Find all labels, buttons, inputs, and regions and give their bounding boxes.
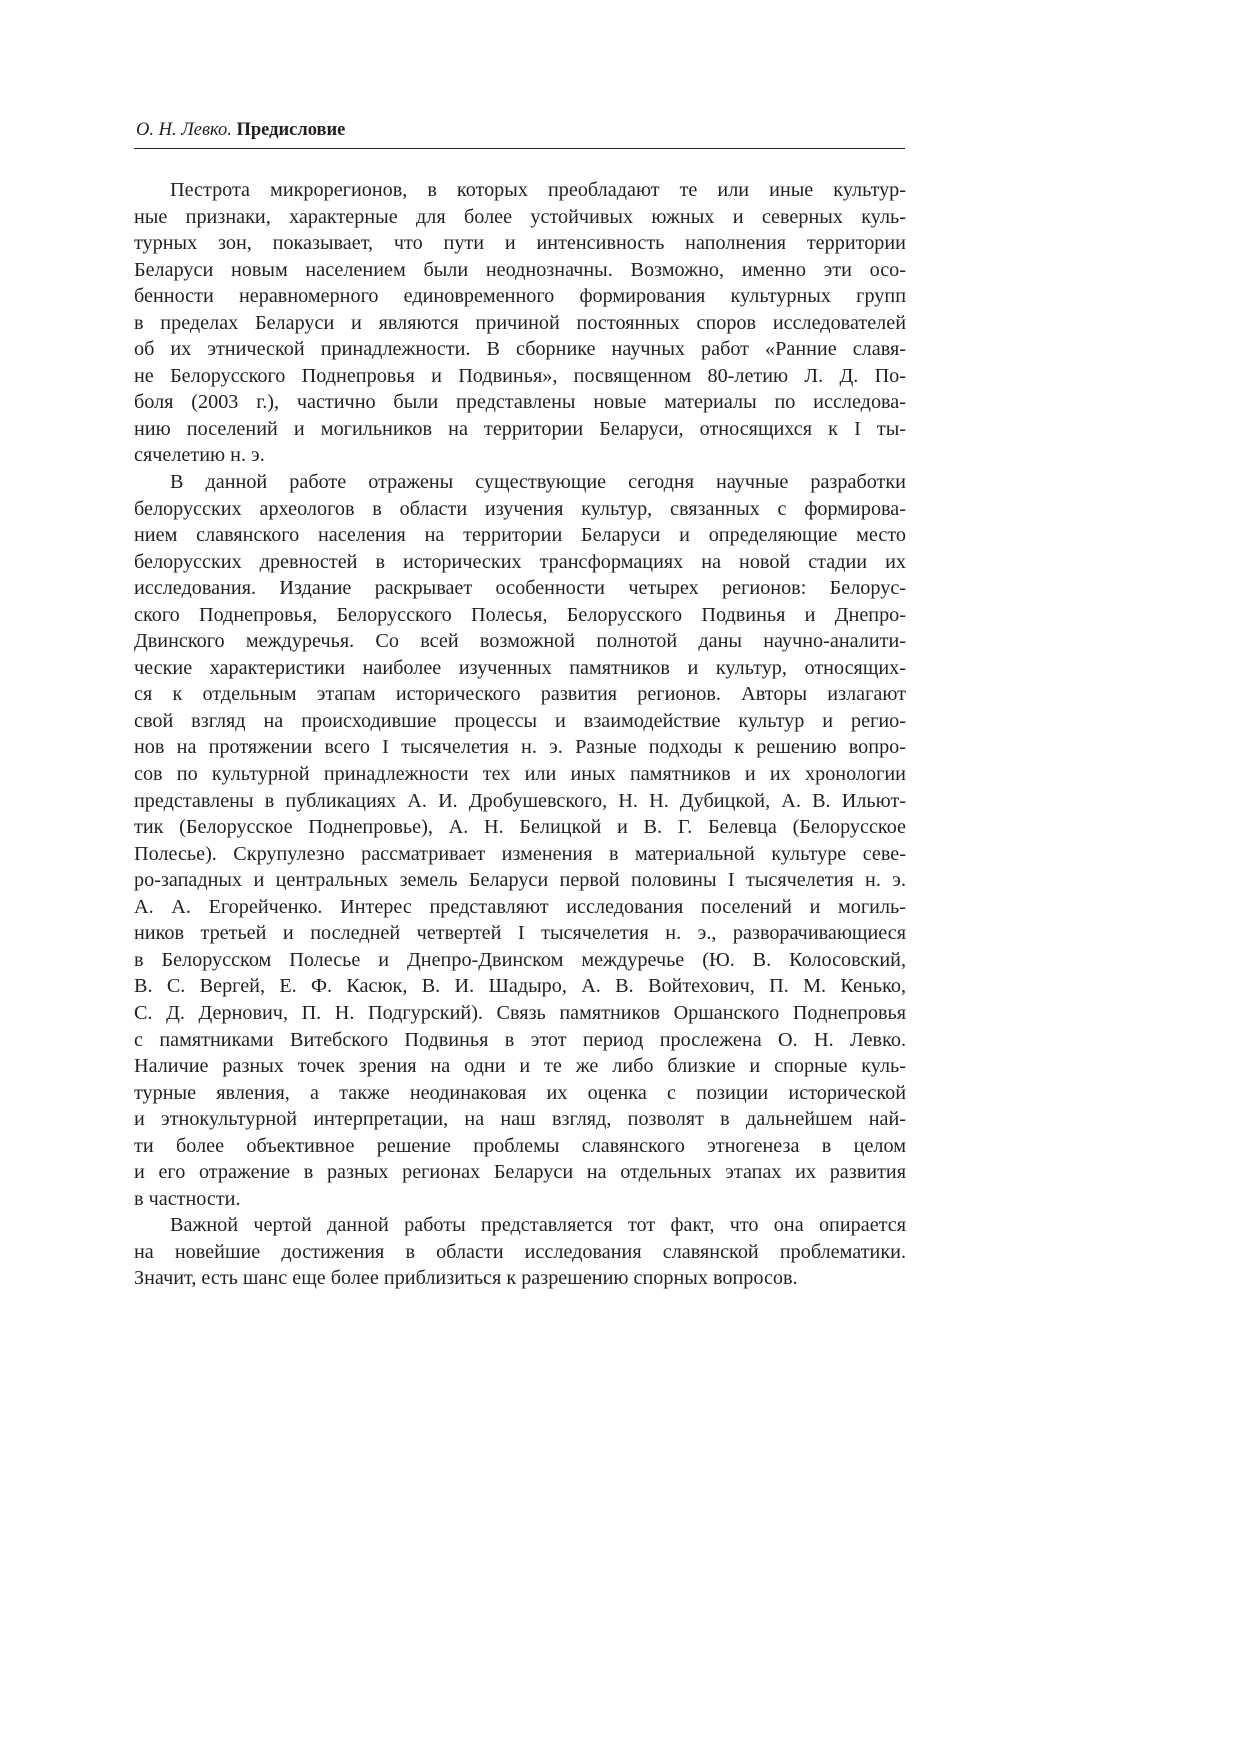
text-line: в частности.	[134, 1187, 241, 1210]
text-line: с памятниками Витебского Подвинья в этот период прослежена О. Н. Левко.	[134, 1028, 906, 1051]
text-line: представлены в публикациях А. И. Дробушевского, Н. Н. Дубицкой, А. В. Ильют-	[134, 789, 906, 812]
text-line: свой взгляд на происходившие процессы и взаимодействие культур и регио-	[134, 709, 906, 732]
header-rule	[134, 148, 905, 149]
text-line: белорусских археологов в области изучения культур, связанных с формирова-	[134, 497, 906, 520]
text-line: исследования. Издание раскрывает особенности четырех регионов: Белорус-	[134, 577, 906, 600]
text-line: ро-западных и центральных земель Беларуси первой половины I тысячелетия н. э.	[134, 869, 906, 892]
text-line: Важной чертой данной работы представляется тот факт, что она опирается	[170, 1214, 906, 1237]
text-line: Полесье). Скрупулезно рассматривает изменения в материальной культуре севе-	[134, 842, 906, 865]
text-line: С. Д. Дернович, П. Н. Подгурский). Связь памятников Оршанского Поднепровья	[134, 1001, 906, 1024]
header-author: О. Н. Левко.	[136, 120, 232, 140]
text-line: Значит, есть шанс еще более приблизиться к разрешению спорных вопросов.	[134, 1267, 798, 1290]
text-line: не Белорусского Поднепровья и Подвинья», посвященном 80-летию Л. Д. По-	[134, 364, 906, 387]
text-line: боля (2003 г.), частично были представлены новые материалы по исследова-	[134, 391, 906, 414]
text-line: Наличие разных точек зрения на одни и те же либо близкие и спорные куль-	[134, 1055, 906, 1078]
text-line: Беларуси новым населением были неоднозначны. Возможно, именно эти осо-	[134, 258, 906, 281]
text-line: и его отражение в разных регионах Беларуси на отдельных этапах их развития	[134, 1161, 906, 1184]
text-line: сячелетию н. э.	[134, 444, 265, 467]
text-line: нием славянского населения на территории Беларуси и определяющие место	[134, 524, 906, 547]
text-line: нов на протяжении всего I тысячелетия н. э. Разные подходы к решению вопро-	[134, 736, 906, 759]
text-line: Двинского междуречья. Со всей возможной полнотой даны научно-аналити-	[134, 630, 906, 653]
body-text	[134, 177, 906, 1292]
text-line: белорусских древностей в исторических трансформациях на новой стадии их	[134, 550, 906, 573]
text-line: на новейшие достижения в области исследования славянской проблематики.	[134, 1240, 906, 1263]
text-line: В данной работе отражены существующие сегодня научные разработки	[170, 471, 906, 494]
text-line: турных зон, показывает, что пути и интенсивность наполнения территории	[134, 232, 906, 255]
text-line: турные явления, а также неодинаковая их оценка с позиции исторической	[134, 1081, 906, 1104]
text-line: ся к отдельным этапам исторического развития регионов. Авторы излагают	[134, 683, 906, 706]
paragraph-2	[134, 469, 906, 1212]
text-line: об их этнической принадлежности. В сборнике научных работ «Ранние славя-	[134, 338, 906, 361]
text-line: ческие характеристики наиболее изученных памятников и культур, относящих-	[134, 656, 906, 679]
text-line: в пределах Беларуси и являются причиной постоянных споров исследователей	[134, 311, 906, 334]
text-line: А. А. Егорейченко. Интерес представляют исследования поселений и могиль-	[134, 895, 906, 918]
text-line: В. С. Вергей, Е. Ф. Касюк, В. И. Шадыро, А. В. Войтехович, П. М. Кенько,	[134, 975, 906, 998]
text-line: в Белорусском Полесье и Днепро-Двинском междуречье (Ю. В. Колосовский,	[134, 948, 906, 971]
text-line: ников третьей и последней четвертей I тысячелетия н. э., разворачивающиеся	[134, 922, 906, 945]
text-line: нию поселений и могильников на территории Беларуси, относящихся к I ты-	[134, 417, 906, 440]
text-line: сов по культурной принадлежности тех или иных памятников и их хронологии	[134, 763, 906, 786]
paragraph-3	[134, 1212, 906, 1292]
paragraph-1	[134, 177, 906, 469]
text-line: ского Поднепровья, Белорусского Полесья, Белорусского Подвинья и Днепро-	[134, 603, 906, 626]
text-line: ные признаки, характерные для более устойчивых южных и северных куль-	[134, 205, 906, 228]
header-title: Предисловие	[236, 120, 346, 140]
text-line: и этнокультурной интерпретации, на наш взгляд, позволят в дальнейшем най-	[134, 1108, 906, 1131]
text-line: ти более объективное решение проблемы славянского этногенеза в целом	[134, 1134, 906, 1157]
text-line: бенности неравномерного единовременного формирования культурных групп	[134, 285, 906, 308]
text-line: тик (Белорусское Поднепровье), А. Н. Белицкой и В. Г. Белевца (Белорусское	[134, 816, 906, 839]
running-header	[136, 118, 904, 142]
text-line: Пестрота микрорегионов, в которых преобладают те или иные культур-	[170, 179, 906, 201]
